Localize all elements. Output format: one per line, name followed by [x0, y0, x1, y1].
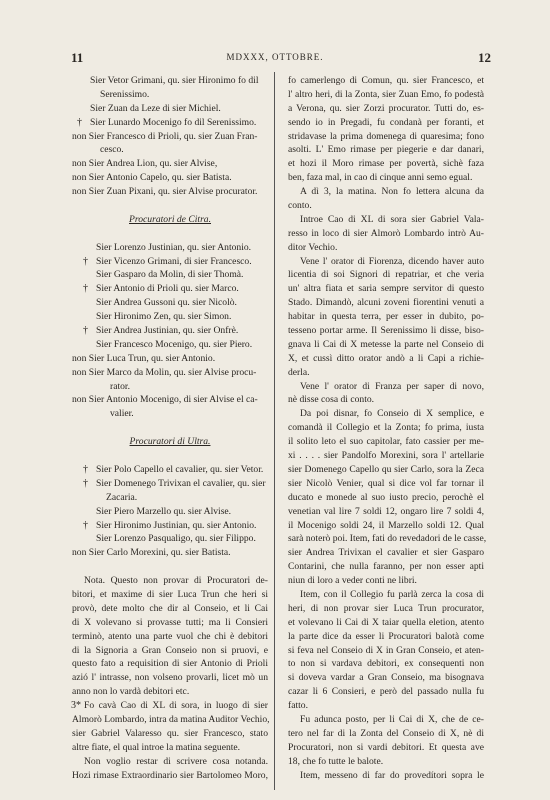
line-text: la parte dice da esser li Procuratori balotà come [288, 630, 484, 642]
text-line [288, 366, 484, 380]
spacer [72, 560, 268, 574]
text-line [72, 296, 268, 310]
text-line [72, 755, 268, 769]
line-text: fo camerlengo di Comun, qu. sier Francesco, et [288, 75, 484, 86]
line-text: Sier Vicenzo Grimani, di sier Francesco. [96, 255, 252, 267]
text-line [288, 130, 484, 144]
line-text: 18, che fo tutte le balote. [288, 755, 384, 767]
line-text: resso in loco di sier Almorò Lombardo intrò Au- [288, 227, 484, 239]
text-line [288, 338, 484, 352]
dagger-mark: † [83, 463, 88, 475]
text-line [72, 671, 268, 685]
text-line [72, 393, 268, 407]
spacer [72, 199, 268, 213]
column-divider [274, 72, 275, 790]
text-line [288, 102, 484, 116]
section-heading [72, 435, 268, 449]
line-text: Sier Hironimo Zen, qu. sier Simon. [96, 311, 232, 323]
text-line [288, 657, 484, 671]
line-text: heri, di non provar sier Luca Trun procurator, [288, 602, 484, 614]
text-line [288, 588, 484, 602]
right-column [288, 74, 487, 782]
line-text: l' altro heri, di la Zonta, sier Zuan Emo, fo podestà [288, 88, 484, 100]
line-text: A dì 3, la matina. Non fo lettera alcuna da [300, 186, 484, 198]
text-line [288, 143, 484, 157]
line-text: ducato e monede al suo iusto precio, perochè el [288, 491, 484, 503]
text-line [72, 588, 268, 602]
line-text: non Sier Luca Trun, qu. sier Antonio. [72, 352, 216, 364]
line-text: X, et cussì ditto orator andò a li Capi a richie- [288, 352, 484, 364]
line-text: Almorò Lombardo, intra da matina Auditor Vechio, [72, 713, 270, 725]
text-line [288, 463, 484, 477]
text-line [72, 644, 268, 658]
line-text: non Sier Carlo Morexini, qu. sier Batista. [72, 547, 231, 559]
line-text: Sier Lorenzo Pasqualigo, qu. sier Filippo. [96, 533, 256, 545]
text-line [288, 157, 484, 171]
running-head: MDXXX, OTTOBRE. [226, 52, 324, 62]
line-text: ditor Vechio. [288, 241, 338, 253]
line-text: conto. [288, 200, 312, 212]
line-text: Introe Cao di XL di sora sier Gabriel Vala- [300, 213, 484, 225]
line-text: Fo cavà Cao di XL di sora, in luogo di sier [84, 700, 268, 712]
line-text: cazar li 6 Consieri, e però del passado nulla fu [288, 686, 484, 698]
dagger-mark: † [83, 283, 88, 295]
text-line [72, 116, 268, 130]
text-line [288, 699, 484, 713]
spacer [72, 449, 268, 463]
line-text: licentia di soi Signori di repatriar, et che veria [288, 269, 484, 281]
line-text: Sier Zuan da Leze di sier Michiel. [90, 102, 221, 114]
text-line [288, 755, 484, 769]
line-text: Sier Hironimo Justinian, qu. sier Antonio. [96, 519, 257, 531]
text-line [288, 74, 484, 88]
page-header [0, 50, 550, 68]
line-text: non Sier Zuan Pixani, qu. sier Alvise procurator. [72, 186, 258, 198]
text-line [72, 407, 268, 421]
text-line [72, 630, 268, 644]
text-line [288, 505, 484, 519]
text-line [288, 324, 484, 338]
line-text: sier Domenego Capello qu sier Carlo, sora la Zeca [288, 463, 484, 475]
line-text: comandà il Collegio et la Zonta; fo prima, iusta [288, 422, 484, 434]
text-line [72, 699, 268, 713]
text-line [288, 310, 484, 324]
line-text: Item, messeno di far do provedítori sopra le [300, 769, 484, 781]
text-line [72, 338, 268, 352]
text-line [72, 324, 268, 338]
line-text: Sier Polo Capello el cavalier, qu. sier Vetor. [96, 463, 264, 475]
line-text: non Sier Francesco di Prioli, qu. sier Zuan Fran- [72, 130, 258, 142]
text-line [288, 560, 484, 574]
line-text: sier Andrea Trivixan el cavalier et sier Gasparo [288, 547, 484, 559]
text-line [72, 491, 268, 505]
text-line [72, 519, 268, 533]
text-line [288, 727, 484, 741]
line-text: xi . . . . sier Pandolfo Morexini, sora l' artellarie [288, 450, 484, 462]
text-line [288, 185, 484, 199]
text-line [288, 671, 484, 685]
text-line [288, 644, 484, 658]
line-text: gnava li Cai di X metesse la parte nel Conseio di [288, 338, 484, 350]
text-line [288, 352, 484, 366]
line-text: Sier Vetor Grimani, qu. sier Hironimo fo dil [90, 75, 259, 86]
text-line [72, 769, 268, 783]
text-line [288, 685, 484, 699]
text-line [288, 491, 484, 505]
text-line [72, 157, 268, 171]
line-text: non Sier Antonio Capelo, qu. sier Batista. [72, 172, 232, 184]
line-text: cesco. [100, 144, 124, 156]
text-line [72, 380, 268, 394]
left-column [72, 74, 268, 782]
text-line [288, 255, 484, 269]
line-text: di la Signoria a Gran Conseio non si pruovi, e [72, 644, 268, 656]
text-line [288, 268, 484, 282]
text-line [288, 213, 484, 227]
line-text: Fu adunca posto, per li Cai di X, che de ce- [300, 713, 484, 725]
text-line [288, 741, 484, 755]
line-text: Contarini, che nulla faranno, per non esser apti [288, 561, 484, 573]
line-text: bitori, et maxime di sier Luca Trun che heri si [72, 588, 268, 600]
line-text: Sier Andrea Gussoni qu. sier Nicolò. [96, 297, 237, 309]
line-text: sendo io in Pregadi, fu condanà per foranti, et [288, 116, 484, 128]
text-line [72, 532, 268, 546]
text-line [288, 449, 484, 463]
line-text: venetian val lire 7 soldi 12, ongaro lire 7 soldi 4, [288, 505, 484, 517]
line-text: valier. [110, 408, 134, 420]
dagger-mark: † [83, 477, 88, 489]
text-line [72, 616, 268, 630]
line-text: Sier Francesco Mocenigo, qu. sier Piero. [96, 338, 253, 350]
line-text: derla. [288, 366, 310, 378]
text-line [72, 74, 268, 88]
line-text: tesseno portar arme. Il Serenissimo li disse, biso- [288, 325, 484, 337]
dagger-mark: † [77, 116, 82, 128]
text-line [288, 296, 484, 310]
line-text: tero nel far di la Zonta del Conseio di X, nè di [288, 727, 484, 739]
text-line [72, 741, 268, 755]
text-line [72, 241, 268, 255]
text-line [72, 685, 268, 699]
text-line [288, 199, 484, 213]
text-line [288, 519, 484, 533]
line-text: Vene l' orator di Fiorenza, dicendo haver auto [300, 255, 484, 267]
text-line [288, 88, 484, 102]
line-text: niun di loro a veder conti ne libri. [288, 575, 417, 587]
line-text: Vene l' orator di Franza per saper di novo, [300, 380, 484, 392]
line-text: si doveva vardar a Gran Conseio, ma bisognava [288, 672, 484, 684]
text-line [72, 602, 268, 616]
line-text: ben, faza mal, in cao di cinque anni semo egual. [288, 172, 473, 184]
line-text: Serenissimo. [100, 88, 150, 100]
line-text: terminò, atento una parte vuol che chi è debitori [72, 630, 268, 642]
line-text: Procuratori de Citra. [129, 213, 211, 225]
spacer [72, 227, 268, 241]
text-line [72, 282, 268, 296]
line-text: fatto. [288, 700, 308, 712]
page-number-left: 11 [71, 50, 84, 65]
line-text: non Sier Andrea Lion, qu. sier Alvise, [72, 158, 218, 170]
line-text: provò, dete molto che dir al Conseio, et li Cai [72, 602, 268, 614]
text-line [288, 713, 484, 727]
line-text: non Sier Marco da Molin, qu. sier Alvise procu- [72, 366, 257, 378]
text-line [72, 546, 268, 560]
text-line [72, 255, 268, 269]
text-line [72, 171, 268, 185]
line-text: habitar in questa terra, per esser in dubito, po- [288, 311, 484, 323]
line-text: et volevano li Cai di X taiar quella eletion, atento [288, 616, 484, 628]
line-text: anno non lo vardà debitori etc. [72, 686, 190, 698]
line-text: questo fato a requisition di sier Antonio di Prioli [72, 658, 268, 670]
text-line [288, 241, 484, 255]
text-line [288, 171, 484, 185]
line-text: altre fiate, el qual introe la matina seguente. [72, 741, 241, 753]
text-line [72, 130, 268, 144]
spacer [72, 421, 268, 435]
line-text: Procuratori di Ultra. [129, 436, 211, 448]
text-line [288, 574, 484, 588]
line-text: sarà noterò poi. Item, fati do revedadori de le casse, [288, 533, 487, 545]
text-line [72, 102, 268, 116]
text-line [72, 727, 268, 741]
dagger-mark: † [83, 325, 88, 337]
text-line [288, 630, 484, 644]
line-text: Zacaria. [106, 491, 138, 503]
margin-number: 3* [71, 700, 81, 712]
text-line [72, 463, 268, 477]
line-text: sier Nicolò Venier, qual si dice vol far tornar il [288, 477, 484, 489]
line-text: il Mocenigo soldi 24, il Marzello soldi 12. Qual [288, 519, 484, 531]
text-line [288, 532, 487, 546]
line-text: il solito leto el suo capitolar, fato cassier per me- [288, 436, 484, 448]
line-text: nè disse cosa di conto. [288, 394, 375, 406]
text-line [72, 185, 268, 199]
line-text: Stado. Dimandò, alcuni zoveni fiorentini venuti a [288, 297, 484, 309]
line-text: Hozi rimase Extraordinario sier Bartolomeo Moro, [72, 769, 268, 781]
dagger-mark: † [83, 255, 88, 267]
text-line [288, 380, 484, 394]
line-text: Sier Gasparo da Molin, di sier Thomà. [96, 269, 244, 281]
text-line [288, 407, 484, 421]
text-line [288, 546, 484, 560]
line-text: to non si vardava debitori, ex consequenti non [288, 658, 484, 670]
text-line [72, 88, 268, 102]
line-text: Sier Domenego Trivixan el cavalier, qu. sier [96, 477, 266, 489]
text-line [288, 616, 484, 630]
line-text: Sier Antonio di Prioli qu. sier Marco. [96, 283, 239, 295]
line-text: Sier Andrea Justinian, qu. sier Onfrè. [96, 325, 239, 337]
section-heading [72, 213, 268, 227]
line-text: asolti. L' Emo rimase per piegerie e dar danari, [288, 144, 484, 156]
text-line [288, 602, 484, 616]
line-text: di X volevano si provasse tutti; ma li Consieri [72, 616, 268, 628]
text-line [72, 143, 268, 157]
text-line [72, 477, 268, 491]
line-text: Sier Lunardo Mocenigo fo dil Serenissimo. [90, 116, 257, 128]
text-line [72, 657, 268, 671]
text-line [72, 713, 268, 727]
text-line [72, 574, 268, 588]
line-text: un' altra fiata et saria sempre servitor di questo [288, 283, 484, 295]
text-line [288, 421, 484, 435]
line-text: sier Gabriel Valaresso qu. sier Francesco, stato [72, 727, 268, 739]
line-text: Sier Lorenzo Justinian, qu. sier Antonio. [96, 241, 252, 253]
page-number-right: 12 [478, 50, 491, 65]
line-text: azió l' intrasse, non volseno provarli, licet mò un [72, 672, 268, 684]
line-text: Item, con il Collegio fu parlà zerca la cosa di [300, 588, 484, 600]
line-text: a Verona, qu. sier Zorzi procurator. Tutti do, es- [288, 102, 484, 114]
text-line [288, 282, 484, 296]
line-text: Non voglio restar di scrivere cosa notanda. [84, 755, 268, 767]
text-line [288, 116, 484, 130]
line-text: et hozi il Moro rimase per povertà, sichè faza [288, 158, 484, 170]
text-line [72, 366, 268, 380]
line-text: rator. [110, 380, 130, 392]
line-text: stridavase la prima domenega di quaresima; fono [288, 130, 484, 142]
text-line [288, 227, 484, 241]
line-text: si feva nel Conseio di X in Gran Conseio, et aten- [288, 644, 484, 656]
text-line [288, 393, 484, 407]
text-line [288, 477, 484, 491]
text-line [288, 769, 484, 783]
text-line [72, 268, 268, 282]
dagger-mark: † [83, 519, 88, 531]
line-text: Procuratori, non si vardi debitori. Et questa ave [288, 741, 484, 753]
line-text: Sier Piero Marzello qu. sier Alvise. [96, 505, 232, 517]
text-line [72, 310, 268, 324]
text-line [288, 435, 484, 449]
line-text: Da poi disnar, fo Conseio di X semplice, e [300, 408, 484, 420]
text-line [72, 352, 268, 366]
line-text: non Sier Antonio Mocenigo, di sier Alvise el ca- [72, 394, 258, 406]
line-text: Nota. Questo non provar di Procuratori de- [84, 575, 268, 587]
text-line [72, 505, 268, 519]
